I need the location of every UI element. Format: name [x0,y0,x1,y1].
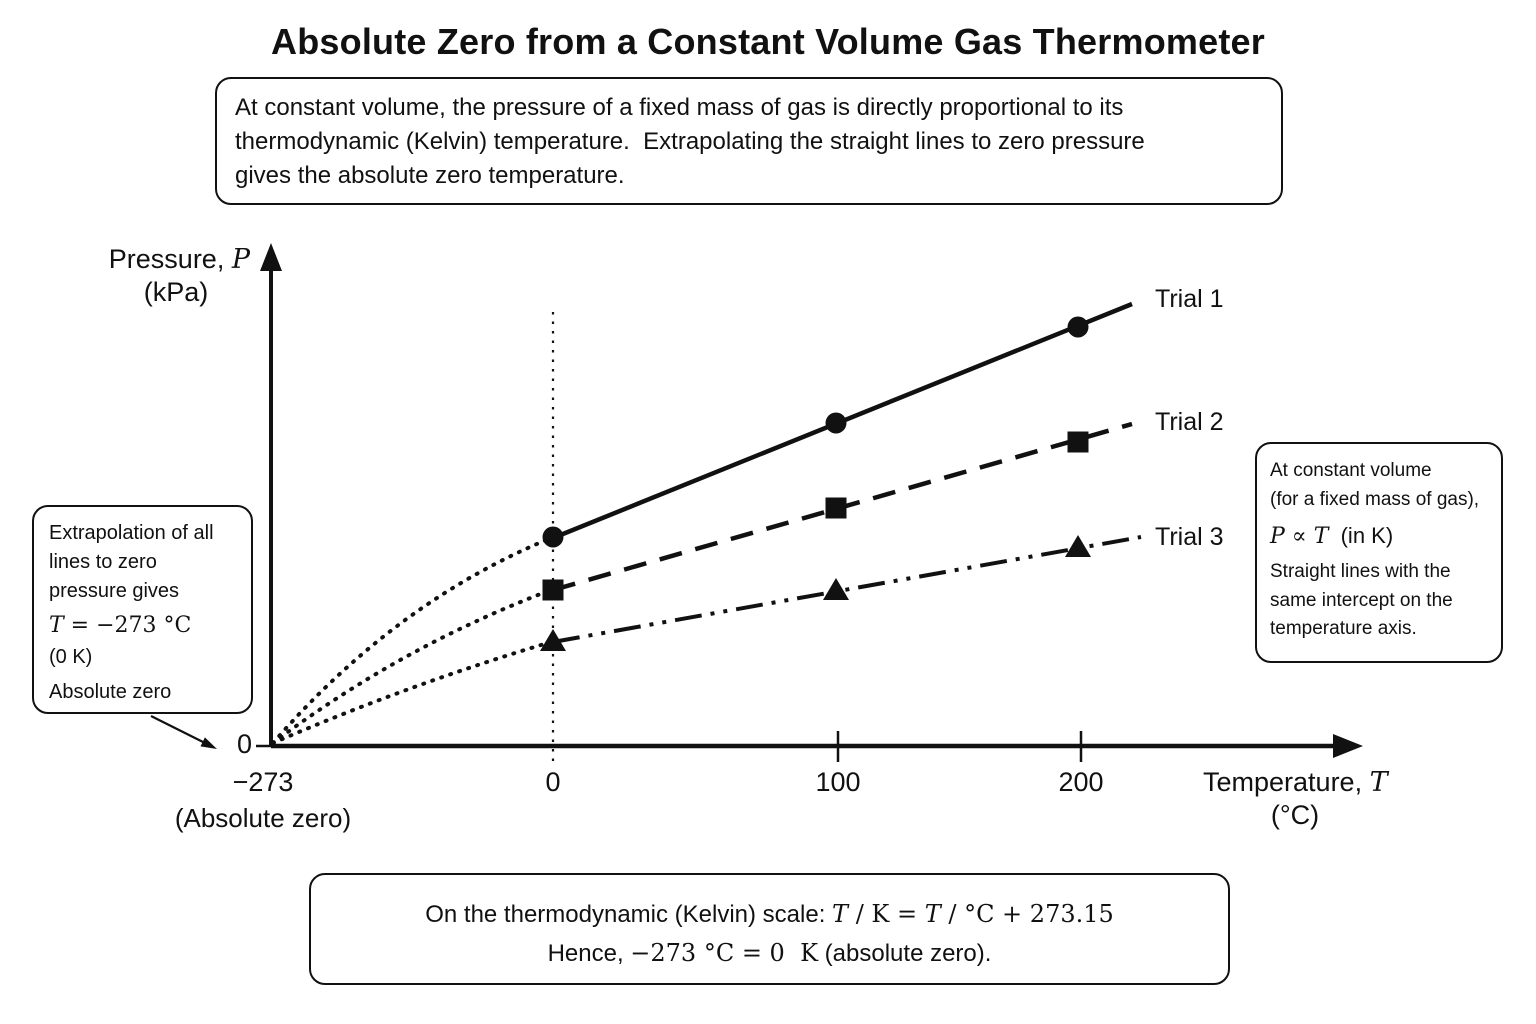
extrapolation-curve-trial3 [273,642,551,743]
kelvin-scale-line-1 [311,895,1228,934]
proportionality-note-line-1: At constant volume [1270,460,1432,481]
proportionality-note-line-4: same intercept on the [1270,589,1453,611]
x-axis-symbol: T [1369,767,1388,798]
x-axis-unit: (°C) [1270,800,1320,830]
extrapolation-note-formula [49,609,251,642]
trial3-marker-100C [823,578,849,600]
absolute-zero-caption: (Absolute zero) [174,803,352,833]
page-title: Absolute Zero from a Constant Volume Gas Thermometer [271,21,1265,62]
kelvin-scale-equation-tail: / °C + 273.15 [940,900,1114,928]
y-axis-zero-label: 0 [236,729,252,759]
temperature-symbol: T [832,900,849,928]
extrapolation-note-kelvin: (0 K) [49,646,93,668]
x-axis-title [1203,766,1403,799]
x-tick-label-minus273: −273 [232,767,294,797]
intro-line-1: At constant volume, the pressure of a fixed mass of gas is directly proportional to its [235,94,1124,121]
proportionality-formula [1270,519,1501,554]
trial1-marker-0C [543,527,564,548]
temperature-symbol: T [924,900,941,928]
formula-value: = −273 °C [63,613,192,638]
trial2-marker-100C [826,498,847,519]
y-axis-arrowhead-icon [260,243,282,271]
kelvin-scale-line-2 [311,934,1228,973]
x-tick-label-100: 100 [815,767,861,797]
kelvin-scale-equation-mid: / K = [848,900,925,928]
absolute-zero-arrow [151,716,204,743]
intro-line-2: thermodynamic (Kelvin) temperature. Extrapolating the straight lines to zero pressure [235,128,1145,155]
pressure-symbol: P [1270,524,1285,549]
kelvin-scale-prefix: On the thermodynamic (Kelvin) scale: [425,901,833,928]
proportionality-note-line-2: (for a fixed mass of gas), [1270,488,1480,510]
trial2-marker-0C [543,580,564,601]
trial1-label: Trial 1 [1155,285,1224,313]
trial2-label: Trial 2 [1155,408,1224,436]
y-axis-title [95,243,250,276]
formula-unit-note: (in K) [1328,523,1394,548]
extrapolation-note-box [32,505,253,714]
extrapolation-note-line-3: pressure gives [49,580,180,602]
y-axis-symbol: P [231,244,250,275]
extrapolation-note-line-1: Extrapolation of all [49,522,214,544]
trial1-marker-200C [1068,317,1089,338]
hence-equation: −273 °C = 0 K [630,939,819,967]
x-axis-title-text: Temperature, [1203,767,1370,797]
temperature-symbol: T [49,613,64,638]
trial3-label: Trial 3 [1155,523,1224,551]
x-tick-label-200: 200 [1058,767,1104,797]
trial1-marker-100C [826,413,847,434]
x-tick-label-0: 0 [545,767,561,797]
intro-line-3: gives the absolute zero temperature. [235,162,625,189]
trial2-marker-200C [1068,432,1089,453]
proportionality-note-line-5: temperature axis. [1270,618,1417,639]
trial3-line [553,537,1141,642]
hence-tail: (absolute zero). [818,940,992,967]
kelvin-scale-note-box [309,873,1230,985]
trial3-marker-200C [1065,535,1091,557]
x-axis-arrowhead-icon [1333,734,1363,758]
extrapolation-curve-trial1 [273,538,551,743]
proportionality-note-line-3: Straight lines with the [1270,561,1451,582]
y-axis-unit: (kPa) [143,277,209,307]
hence-prefix: Hence, [547,940,631,967]
y-axis-title-text: Pressure, [108,244,232,274]
extrapolation-note-line-2: lines to zero [49,551,157,573]
proportional-to-symbol: ∝ [1284,524,1314,549]
proportionality-note-box [1255,442,1503,663]
extrapolation-note-caption: Absolute zero [49,681,172,703]
temperature-symbol: T [1313,524,1329,549]
